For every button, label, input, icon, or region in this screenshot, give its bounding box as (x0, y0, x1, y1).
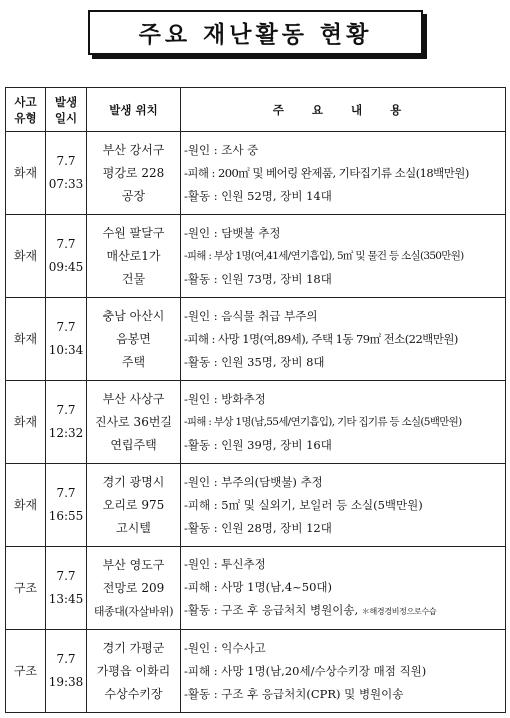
incident-datetime (46, 215, 87, 298)
header-location: 발생 위치 (87, 88, 181, 132)
table-row (6, 298, 506, 381)
location-line: 고시텔 (116, 520, 151, 535)
header-type-line-2: 유형 (14, 110, 37, 125)
incident-date: 7.7 (56, 154, 76, 168)
incident-location (87, 630, 181, 713)
cause-text: -원인 : 조사 중 (184, 142, 259, 157)
incident-time: 10:34 (48, 343, 84, 357)
incident-type: 구조 (6, 630, 46, 713)
incident-type: 화재 (6, 215, 46, 298)
location-line: 충남 아산시 (102, 308, 165, 323)
location-line: 경기 가평군 (102, 640, 165, 655)
location-line: 수원 팔달구 (102, 225, 165, 240)
table-row (6, 547, 506, 630)
location-line: 경기 광명시 (102, 474, 165, 489)
incident-datetime (46, 298, 87, 381)
location-line: 연립주택 (110, 437, 157, 452)
incident-time: 07:33 (48, 177, 84, 191)
damage-text: -피해 : 사망 1명(여,89세), 주택 1동 79㎡ 전소(22백만원) (184, 331, 458, 346)
cause-text: -원인 : 투신추정 (184, 557, 266, 571)
damage-text: -피해 : 사망 1명(남,4~50대) (184, 580, 333, 594)
location-line: 부산 사상구 (102, 391, 165, 406)
location-line: 부산 영도구 (102, 557, 165, 572)
incident-type: 구조 (6, 547, 46, 630)
location-line: 음봉면 (116, 331, 151, 346)
header-date-line-1: 발생 (54, 94, 78, 109)
location-line: 부산 강서구 (102, 142, 165, 157)
title-box (88, 10, 423, 55)
incident-date: 7.7 (56, 403, 76, 417)
incident-date: 7.7 (56, 652, 76, 666)
activity-text: -활동 : 인원 28명, 장비 12대 (184, 520, 332, 535)
cause-text: -원인 : 음식물 취급 부주의 (184, 308, 318, 323)
location-line: 평강로 228 (102, 165, 165, 180)
incident-table (5, 87, 506, 713)
activity-text: -활동 : 구조 후 응급처치 병원이송, (184, 603, 359, 617)
activity-text: -활동 : 인원 52명, 장비 14대 (184, 188, 332, 203)
incident-type: 화재 (6, 464, 46, 547)
incident-type: 화재 (6, 381, 46, 464)
incident-time: 13:45 (48, 592, 84, 606)
activity-line (184, 599, 505, 623)
activity-text: -활동 : 구조 후 응급처치(CPR) 및 병원이송 (184, 686, 404, 701)
incident-details (181, 298, 506, 381)
cause-text: -원인 : 방화추정 (184, 391, 266, 406)
incident-time: 16:55 (48, 509, 84, 523)
location-line: 주택 (121, 354, 146, 369)
incident-datetime (46, 547, 87, 630)
incident-time: 12:32 (48, 426, 84, 440)
cause-text: -원인 : 익수사고 (184, 640, 266, 655)
damage-text: -피해 : 200㎡ 및 베어링 완제품, 기타집기류 소실(18백만원) (184, 165, 469, 180)
incident-details (181, 464, 506, 547)
table-header (6, 88, 506, 132)
incident-location (87, 464, 181, 547)
damage-text: -피해 : 5㎡ 및 실외기, 보일러 등 소실(5백만원) (184, 497, 423, 512)
activity-note: ＊해경경비정으로수습 (361, 607, 437, 616)
incident-location (87, 298, 181, 381)
table-row (6, 381, 506, 464)
activity-text: -활동 : 인원 39명, 장비 16대 (184, 437, 332, 452)
location-line: 매산로1가 (106, 248, 161, 263)
header-row (6, 88, 506, 132)
activity-text: -활동 : 인원 73명, 장비 18대 (184, 271, 332, 286)
incident-type: 화재 (6, 298, 46, 381)
incident-time: 19:38 (48, 675, 84, 689)
incident-datetime (46, 381, 87, 464)
header-date (46, 88, 87, 132)
damage-text: -피해 : 부상 1명(여,41세/연기흡입), 5㎡ 및 물건 등 소실(350만원) (184, 249, 464, 262)
header-type-line-1: 사고 (14, 94, 37, 109)
incident-date: 7.7 (56, 320, 76, 334)
damage-text: -피해 : 사망 1명(남,20세/수상수키장 매점 직원) (184, 663, 427, 678)
location-line: 건물 (121, 271, 146, 286)
incident-location (87, 132, 181, 215)
incident-date: 7.7 (56, 237, 76, 251)
location-line: 전망로 209 (102, 580, 165, 595)
incident-location (87, 547, 181, 630)
location-line: 수상수키장 (104, 686, 163, 701)
location-line: 공장 (121, 188, 146, 203)
incident-location (87, 215, 181, 298)
incident-location (87, 381, 181, 464)
incident-details (181, 381, 506, 464)
incident-details (181, 132, 506, 215)
table-row (6, 215, 506, 298)
table-row (6, 132, 506, 215)
incident-type: 화재 (6, 132, 46, 215)
incident-date: 7.7 (56, 486, 76, 500)
incident-details (181, 547, 506, 630)
table-row (6, 464, 506, 547)
incident-details (181, 215, 506, 298)
incident-date: 7.7 (56, 569, 76, 583)
incident-datetime (46, 464, 87, 547)
header-content: 주 요 내 용 (181, 88, 506, 132)
location-line: 오리로 975 (102, 497, 165, 512)
location-line: 태종대(자살바위) (93, 604, 174, 618)
cause-text: -원인 : 부주의(담뱃불) 추정 (184, 474, 323, 489)
page-title: 주요 재난활동 현황 (138, 22, 373, 48)
table-row (6, 630, 506, 713)
incident-time: 09:45 (48, 260, 84, 274)
header-date-line-2: 일시 (54, 110, 78, 125)
location-line: 진사로 36번길 (94, 414, 173, 429)
cause-text: -원인 : 담뱃불 추정 (184, 225, 281, 240)
incident-datetime (46, 132, 87, 215)
activity-text: -활동 : 인원 35명, 장비 8대 (184, 354, 325, 369)
header-type (6, 88, 46, 132)
incident-details (181, 630, 506, 713)
incident-datetime (46, 630, 87, 713)
location-line: 가평읍 이화리 (96, 663, 171, 678)
damage-text: -피해 : 부상 1명(남,55세/연기흡입), 기타 집기류 등 소실(5백만원) (184, 415, 462, 428)
